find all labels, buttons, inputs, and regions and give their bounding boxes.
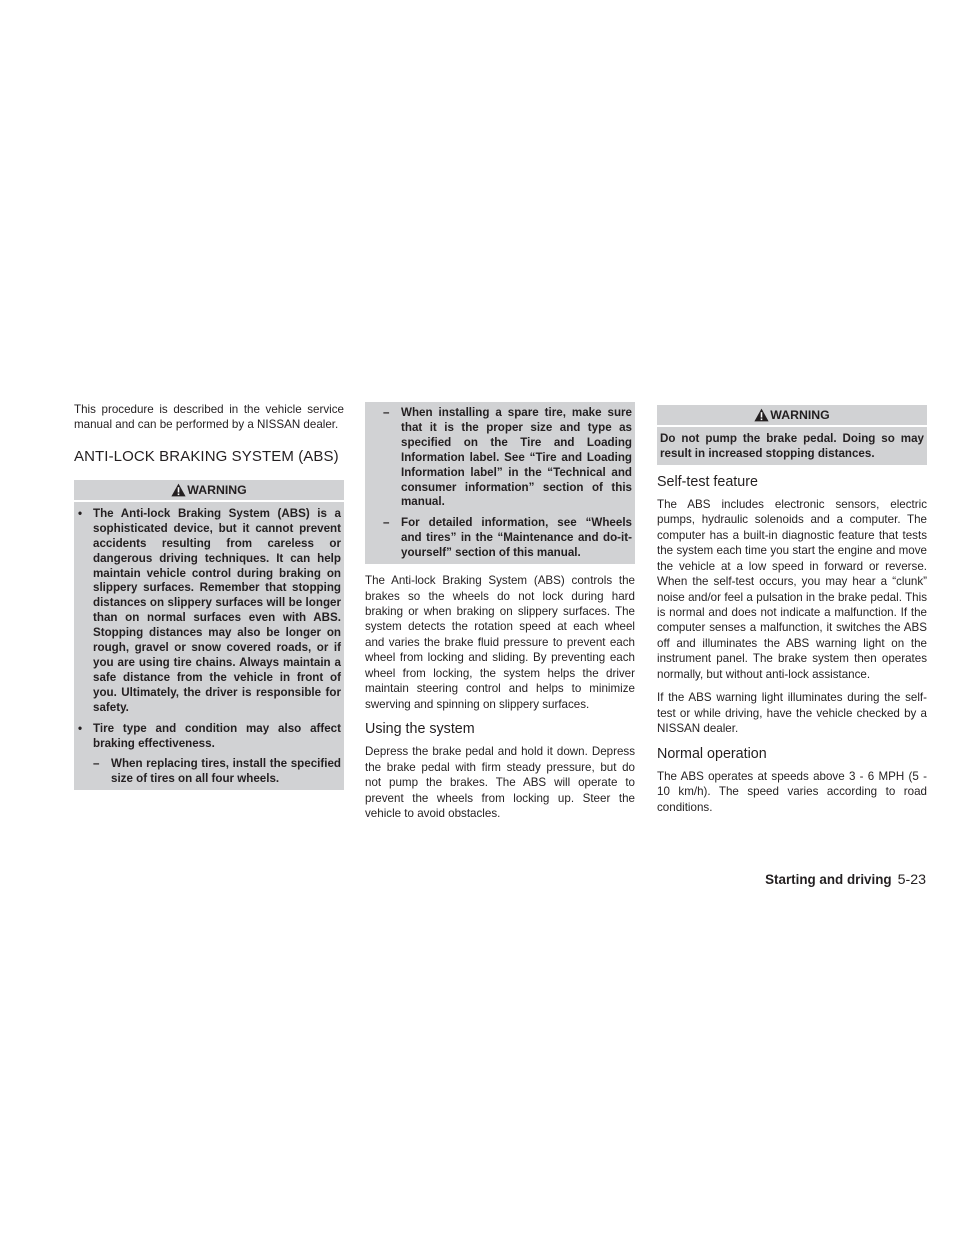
- abs-warning-box-continued: [365, 402, 635, 564]
- heading-self-test-feature: Self-test feature: [657, 473, 758, 490]
- warning-label: WARNING: [187, 482, 247, 497]
- pedal-warning-box: [657, 405, 927, 465]
- column-3: [657, 402, 927, 815]
- bullet-mark: •: [78, 506, 83, 520]
- warning-header: [657, 405, 927, 427]
- warning-body: [657, 427, 927, 465]
- warning-dash-text: For detailed information, see “Wheels and tires” in the “Maintenance and do-it-yourself” section of this manual.: [401, 516, 632, 560]
- warning-dash-item: [383, 406, 632, 510]
- self-test-paragraph: The ABS includes electronic sensors, electric pumps, hydraulic solenoids and a computer. The computer has a built-in diagnostic feature that tests the system each time you start the engine and move the vehicle at a low speed in forward or reverse. When the self-test occurs, you may hear a “clunk” noise and/or feel a pulsation in the brake pedal. This is normal and does not indicate a malfunction. If the computer senses a malfunction, it switches the ABS off and illuminates the ABS warning light on the instrument panel. The brake system then operates normally, but without anti-lock assistance.: [657, 497, 927, 681]
- dash-mark: –: [383, 516, 390, 530]
- using-the-system-paragraph: Depress the brake pedal and hold it down. Depress the brake pedal with firm steady pressure, but do not pump the brakes. The ABS will operate to prevent the wheels from locking up. Steer the vehicle to avoid obstacles.: [365, 745, 635, 820]
- dash-mark: –: [383, 406, 390, 419]
- normal-operation-paragraph: The ABS operates at speeds above 3 - 6 MPH (5 - 10 km/h). The speed varies according to road conditions.: [657, 769, 927, 814]
- page-footer: [765, 871, 926, 889]
- intro-paragraph: This procedure is described in the vehicle service manual and can be performed by a NISSAN dealer.: [74, 403, 344, 432]
- warning-dash-item: [93, 757, 341, 787]
- heading-normal-operation: Normal operation: [657, 745, 767, 762]
- column-2: [365, 402, 635, 821]
- warning-dash-item: [383, 516, 632, 561]
- warning-bullet: [77, 722, 341, 788]
- warning-triangle-icon: [754, 408, 769, 422]
- self-test-paragraph-2: If the ABS warning light illuminates during the self-test or while driving, have the vehicle checked by a NISSAN dealer.: [657, 691, 927, 736]
- warning-bullet-text: Tire type and condition may also affect braking effectiveness.: [93, 721, 341, 750]
- section-title: ANTI-LOCK BRAKING SYSTEM (ABS): [74, 447, 339, 465]
- column-1: [74, 402, 344, 790]
- abs-warning-box: [74, 480, 344, 790]
- warning-label: WARNING: [770, 408, 830, 422]
- warning-triangle-icon: [171, 483, 186, 497]
- heading-using-the-system: Using the system: [365, 721, 475, 738]
- dash-mark: –: [93, 757, 100, 771]
- bullet-mark: •: [78, 721, 83, 735]
- warning-text: Do not pump the brake pedal. Doing so may result in increased stopping distances.: [660, 432, 924, 460]
- abs-description-paragraph: The Anti-lock Braking System (ABS) controls the brakes so the wheels do not lock during hard braking or when braking on slippery surfaces. The system detects the rotation speed at each wheel and varies the brake fluid pressure to prevent each wheel from locking and sliding. By preventing each wheel from locking, the system helps the driver maintain steering control and helps to minimize swerving and spinning on slippery surfaces.: [365, 574, 635, 711]
- warning-dash-text: When replacing tires, install the specified size of tires on all four wheels.: [111, 757, 341, 786]
- warning-body: [74, 502, 344, 790]
- warning-bullet-text: The Anti-lock Braking System (ABS) is a sophisticated device, but it cannot prevent accidents resulting from careless or dangerous driving techniques. It can help maintain vehicle control during braking on slippery surfaces. Remember that stopping distances on slippery surfaces will be longer than on normal surfaces even with ABS. Stopping distances may also be longer on rough, gravel or snow covered roads, or if you are using tire chains. Always maintain a safe distance from the vehicle in front of you. Ultimately, the driver is responsible for safety.: [93, 506, 341, 714]
- warning-header: [74, 480, 344, 502]
- footer-section-name: Starting and driving: [765, 872, 892, 887]
- warning-dash-text: When installing a spare tire, make sure that it is the proper size and type as specified on the Tire and Loading Information label. See “Tire and Loading Information label” in the “Technical and consumer information” section of this manual.: [401, 406, 632, 509]
- warning-bullet: [77, 507, 341, 716]
- page-number: 5-23: [897, 872, 926, 888]
